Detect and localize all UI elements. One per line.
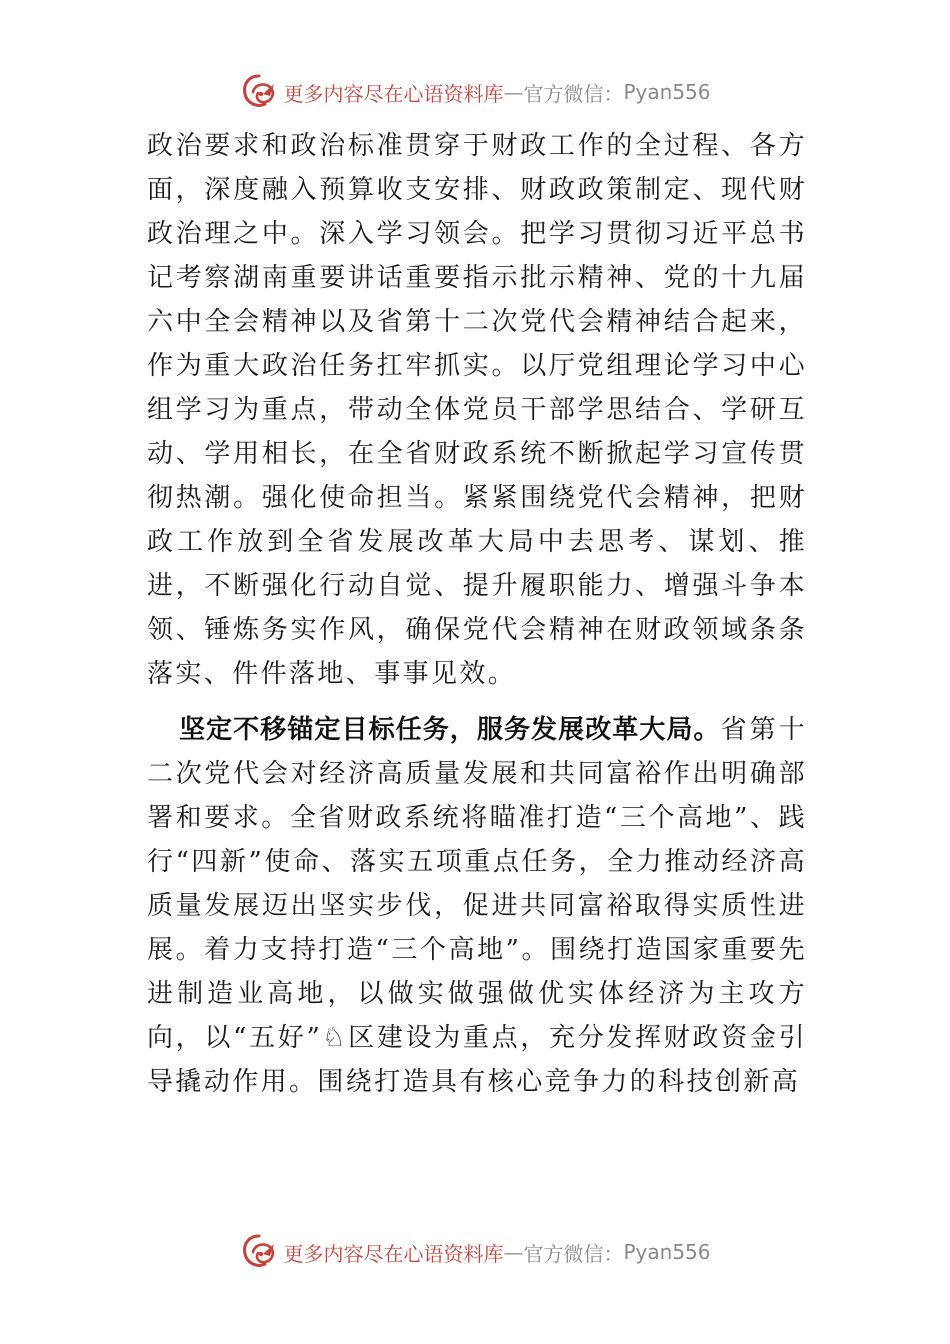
header-banner — [0, 70, 950, 114]
paragraph-2-body: 省第十二次党代会对经济高质量发展和共同富裕作出明确部署和要求。全省财政系统将瞄准打造“三个高地”、践行“四新”使命、落实五项重点任务，全力推动经济高质量发展迈出坚实步伐，促进共同富裕取得实质性进展。着力支持打造“三个高地”。围绕打造国家重要先进制造业高地，以做实做强做优实体经济为主攻方向，以“五好”♘区建设为重点，充分发挥财政资金引导撬动作用。围绕打造具有核心竞争力的科技创新高 — [147, 715, 807, 1097]
paragraph-1: 政治要求和政治标准贯穿于财政工作的全过程、各方面，深度融入预算收支安排、财政政策制定、现代财政治理之中。深入学习领会。把学习贯彻习近平总书记考察湖南重要讲话重要指示批示精神、党的十九届六中全会精神以及省第十二次党代会精神结合起来，作为重大政治任务扛牢抓实。以厅党组理论学习中心组学习为重点，带动全体党员干部学思结合、学研互动、学用相长，在全省财政系统不断掀起学习宣传贯彻热潮。强化使命担当。紧紧围绕党代会精神，把财政工作放到全省发展改革大局中去思考、谋划、推进，不断强化行动自觉、提升履职能力、增强斗争本领、锤炼务实作风，确保党代会精神在财政领域条条落实、件件落地、事事见效。 — [147, 131, 807, 689]
header-brand-text: 更多内容尽在心语资料库 — [283, 81, 504, 106]
paragraph-2-lead: 坚定不移锚定目标任务，服务发展改革大局。 — [179, 715, 721, 745]
footer-dash: — — [503, 1240, 524, 1264]
phoenix-swirl-icon — [239, 1232, 279, 1272]
paragraph-2 — [147, 708, 807, 1104]
footer-banner — [0, 1230, 950, 1274]
footer-wechat-id: Pyan556 — [623, 1240, 711, 1264]
header-wechat-label: 官方微信： — [523, 81, 624, 106]
document-body — [147, 124, 807, 1104]
footer-brand-text: 更多内容尽在心语资料库 — [283, 1241, 504, 1266]
footer-wechat-label: 官方微信： — [523, 1241, 624, 1266]
header-dash: — — [503, 80, 524, 104]
header-wechat-id: Pyan556 — [623, 80, 711, 104]
phoenix-swirl-icon — [239, 72, 279, 112]
